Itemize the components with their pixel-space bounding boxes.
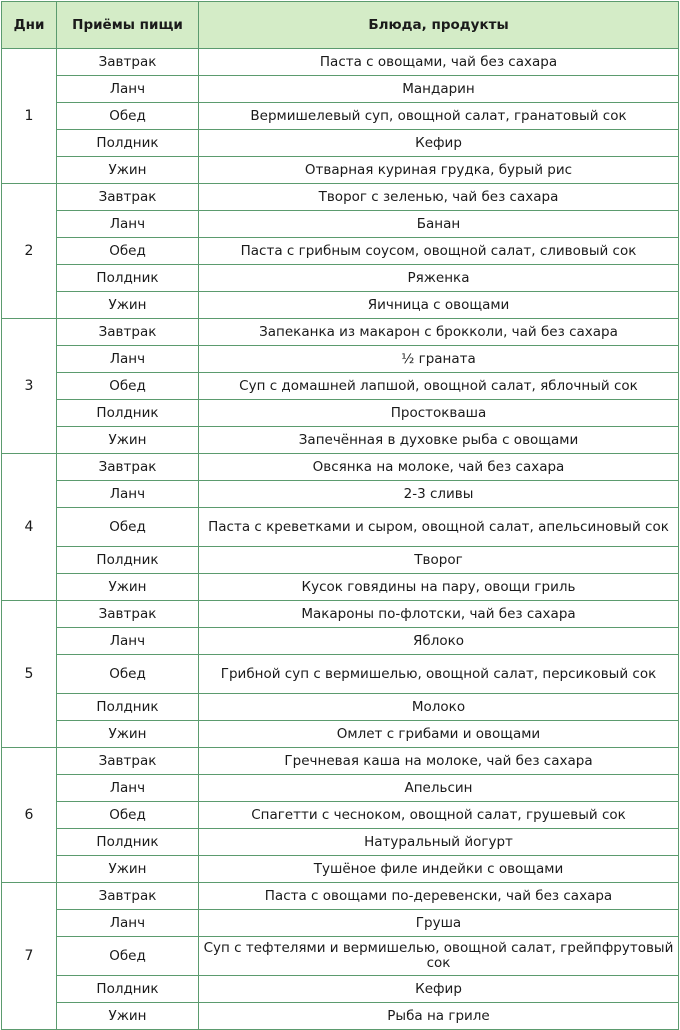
dish-description: Простокваша [199,400,679,427]
table-row [2,628,679,655]
dish-description: ½ граната [199,346,679,373]
table-row [2,265,679,292]
table-body [2,49,679,1030]
day-number: 5 [2,601,57,748]
meal-name: Обед [57,937,199,976]
dish-description: Яблоко [199,628,679,655]
meal-name: Ужин [57,292,199,319]
meal-name: Ланч [57,628,199,655]
meal-name: Завтрак [57,319,199,346]
dish-description: Кефир [199,976,679,1003]
dish-description: Груша [199,910,679,937]
meal-name: Обед [57,655,199,694]
dish-description: Кусок говядины на пару, овощи гриль [199,574,679,601]
dish-description: Суп с домашней лапшой, овощной салат, яблочный сок [199,373,679,400]
table-row [2,184,679,211]
day-number: 1 [2,49,57,184]
dish-description: Суп с тефтелями и вермишелью, овощной салат, грейпфрутовый сок [199,937,679,976]
table-row [2,400,679,427]
meal-name: Завтрак [57,184,199,211]
meal-name: Обед [57,802,199,829]
table-row [2,130,679,157]
meal-name: Завтрак [57,748,199,775]
meal-name: Полдник [57,130,199,157]
table-row [2,238,679,265]
dish-description: Запеканка из макарон с брокколи, чай без сахара [199,319,679,346]
day-number: 3 [2,319,57,454]
meal-name: Завтрак [57,601,199,628]
meal-name: Ланч [57,481,199,508]
table-row [2,76,679,103]
dish-description: Натуральный йогурт [199,829,679,856]
meal-name: Ланч [57,775,199,802]
meal-name: Ужин [57,1003,199,1030]
dish-description: Грибной суп с вермишелью, овощной салат, персиковый сок [199,655,679,694]
table-row [2,49,679,76]
table-row [2,292,679,319]
table-row [2,694,679,721]
dish-description: Тушёное филе индейки с овощами [199,856,679,883]
meal-name: Завтрак [57,454,199,481]
dish-description: Вермишелевый суп, овощной салат, гранатовый сок [199,103,679,130]
table-row [2,655,679,694]
dish-description: Кефир [199,130,679,157]
meal-name: Ужин [57,157,199,184]
table-row [2,856,679,883]
dish-description: Творог [199,547,679,574]
dish-description: Мандарин [199,76,679,103]
table-row [2,427,679,454]
header-days: Дни [2,2,57,49]
day-number: 2 [2,184,57,319]
dish-description: Паста с овощами по-деревенски, чай без сахара [199,883,679,910]
day-number: 6 [2,748,57,883]
meal-name: Завтрак [57,49,199,76]
meal-name: Полдник [57,694,199,721]
table-row [2,829,679,856]
meal-name: Полдник [57,265,199,292]
dish-description: 2-3 сливы [199,481,679,508]
table-row [2,481,679,508]
table-row [2,319,679,346]
day-number: 4 [2,454,57,601]
table-row [2,976,679,1003]
dish-description: Спагетти с чесноком, овощной салат, грушевый сок [199,802,679,829]
meal-name: Полдник [57,547,199,574]
dish-description: Овсянка на молоке, чай без сахара [199,454,679,481]
header-dishes: Блюда, продукты [199,2,679,49]
table-row [2,346,679,373]
dish-description: Банан [199,211,679,238]
meal-name: Ужин [57,574,199,601]
dish-description: Творог с зеленью, чай без сахара [199,184,679,211]
dish-description: Отварная куриная грудка, бурый рис [199,157,679,184]
dish-description: Паста с креветками и сыром, овощной салат, апельсиновый сок [199,508,679,547]
table-row [2,601,679,628]
table-row [2,802,679,829]
table-row [2,748,679,775]
meal-name: Завтрак [57,883,199,910]
dish-description: Омлет с грибами и овощами [199,721,679,748]
table-row [2,937,679,976]
dish-description: Гречневая каша на молоке, чай без сахара [199,748,679,775]
dish-description: Ряженка [199,265,679,292]
meal-name: Ланч [57,76,199,103]
meal-name: Ланч [57,211,199,238]
meal-name: Обед [57,103,199,130]
table-row [2,775,679,802]
table-row [2,910,679,937]
table-row [2,721,679,748]
dish-description: Макароны по-флотски, чай без сахара [199,601,679,628]
meal-name: Полдник [57,829,199,856]
meal-name: Обед [57,508,199,547]
meal-name: Ужин [57,427,199,454]
table-row [2,103,679,130]
table-row [2,454,679,481]
meal-name: Ужин [57,721,199,748]
table-row [2,883,679,910]
dish-description: Рыба на гриле [199,1003,679,1030]
dish-description: Апельсин [199,775,679,802]
table-row [2,373,679,400]
dish-description: Паста с овощами, чай без сахара [199,49,679,76]
meal-name: Обед [57,238,199,265]
dish-description: Яичница с овощами [199,292,679,319]
table-row [2,157,679,184]
meal-name: Полдник [57,400,199,427]
meal-name: Ланч [57,910,199,937]
table-row [2,547,679,574]
table-row [2,211,679,238]
day-number: 7 [2,883,57,1030]
meal-name: Ужин [57,856,199,883]
header-meals: Приёмы пищи [57,2,199,49]
meal-name: Полдник [57,976,199,1003]
meal-plan-table [1,1,679,1030]
table-row [2,508,679,547]
table-row [2,1003,679,1030]
meal-name: Обед [57,373,199,400]
dish-description: Запечённая в духовке рыба с овощами [199,427,679,454]
meal-name: Ланч [57,346,199,373]
header-row [2,2,679,49]
dish-description: Молоко [199,694,679,721]
dish-description: Паста с грибным соусом, овощной салат, сливовый сок [199,238,679,265]
table-row [2,574,679,601]
